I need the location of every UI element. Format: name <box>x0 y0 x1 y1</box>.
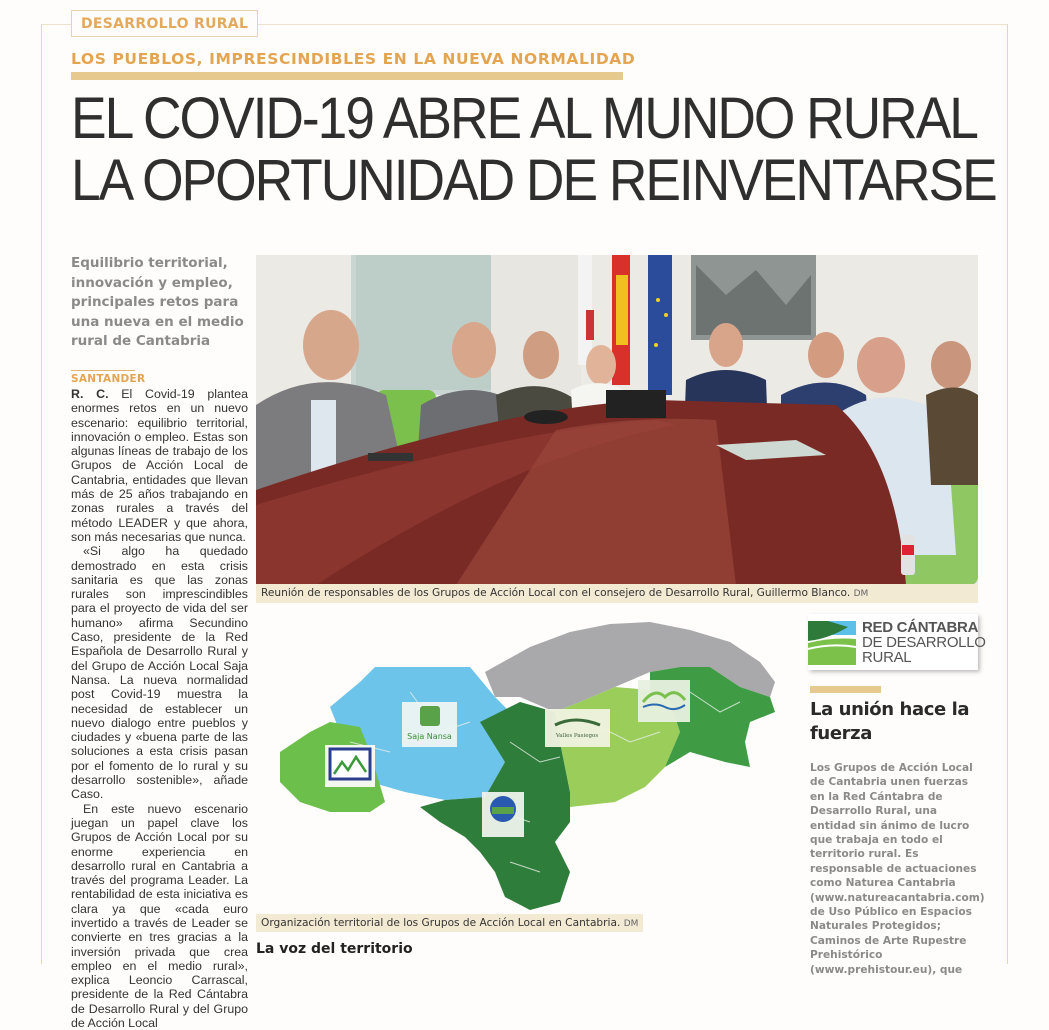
headline-line-1: EL COVID-19 ABRE AL MUNDO RURAL <box>71 86 977 151</box>
map-caption <box>256 914 643 932</box>
headline <box>71 86 996 213</box>
body-paragraph-2: «Si algo ha quedado demostrado en esta crisis sanitaria es que las zonas rurales son imprescindibles para el proyecto de vida del ser humano» afirma Secundino Caso, presidente de la Red Española de Desarrollo Rural y del Grupo de Acción Local Saja Nansa. La nueva normalidad post Covid-19 muestra la necesidad de establecer un nuevo dialogo entre pueblos y ciudades y «buena parte de las soluciones a esta crisis pasan por el fomento de lo rural y su desarrollo sostenible», añade Caso. <box>71 544 248 802</box>
article-body <box>71 387 248 1030</box>
author-initials: R. C. <box>71 387 109 401</box>
meeting-photo-illustration <box>256 255 978 585</box>
byline-location: SANTANDER <box>71 373 146 385</box>
kicker-underline <box>71 72 623 80</box>
cantabria-map <box>270 612 790 912</box>
body-paragraph-3: En este nuevo escenario juegan un papel clave los Grupos de Acción Local por su enorme experiencia en desarrollo rural en Cantabria a través del programa Leader. La rentabilidad de esta iniciativa es clara ya que «cada euro invertido a través de Leader se convierte en tres gracias a la inversión privada que crea empleo en el medio rural», explica Leoncio Carrascal, presidente de la Red Cántabra de Desarrollo Rural y del Grupo de Acción Local <box>71 801 248 1030</box>
logo-line-3: RURAL <box>862 649 912 666</box>
logo-saja-nansa <box>402 702 457 747</box>
sidebar-accent-bar <box>810 686 881 693</box>
headline-line-2: LA OPORTUNIDAD DE REINVENTARSE <box>71 148 996 213</box>
logo-east-group <box>638 680 690 722</box>
logo-line-2: DE DESARROLLO <box>862 634 986 651</box>
kicker: LOS PUEBLOS, IMPRESCINDIBLES EN LA NUEVA NORMALIDAD <box>71 50 636 68</box>
section-tag: DESARROLLO RURAL <box>71 10 258 37</box>
red-cantabra-logo <box>808 614 986 670</box>
map-credit: DM <box>623 919 639 929</box>
cantabria-map-illustration <box>270 612 790 912</box>
logo-liebana <box>325 745 375 787</box>
photo-credit: DM <box>853 589 869 599</box>
body-paragraph-1: R. C. El Covid-19 plantea enormes retos en un nuevo escenario: equilibrio territorial, innovación o empleo. Estas son algunas líneas de trabajo de los Grupos de Acción Local de Cantabria, entidades que llevan más de 25 años trabajando en zonas rurales a través del método LEADER y que ahora, son más necesarias que nunca. <box>71 387 248 544</box>
logo-valles-pasiegos-label: Valles Pasiegos <box>555 733 599 739</box>
map-caption-text: Organización territorial de los Grupos de Acción Local en Cantabria. <box>261 917 621 929</box>
logo-saja-nansa-label: Saja Nansa <box>407 732 452 741</box>
meeting-photo <box>256 255 978 585</box>
sidebar-heading: La unión hace la fuerza <box>810 699 970 744</box>
photo-caption <box>256 584 978 603</box>
logo-campoo <box>482 792 524 837</box>
logo-valles-pasiegos <box>545 709 610 747</box>
logo-line-1: RED CÁNTABRA <box>862 619 979 636</box>
photo-caption-text: Reunión de responsables de los Grupos de Acción Local con el consejero de Desarrollo Rural, Guillermo Blanco. <box>261 587 851 599</box>
red-cantabra-logo-mark-icon <box>808 621 856 665</box>
sidebar-text: Los Grupos de Acción Local de Cantabria unen fuerzas en la Red Cántabra de Desarrollo Rural, una entidad sin ánimo de lucro que trabaja en todo el territorio rural. Es responsable de actuaciones como Naturea Cantabria (www.natureacantabria.com) de Uso Público en Espacios Naturales Protegidos; Caminos de Arte Rupestre Prehistórico (www.prehistour.eu), que <box>810 762 985 976</box>
section-heading-la-voz-del-territorio: La voz del territorio <box>256 941 413 957</box>
byline-rule <box>71 370 135 371</box>
subheadline: Equilibrio territorial, innovación y empleo, principales retos para una nueva en el medio rural de Cantabria <box>71 255 244 349</box>
